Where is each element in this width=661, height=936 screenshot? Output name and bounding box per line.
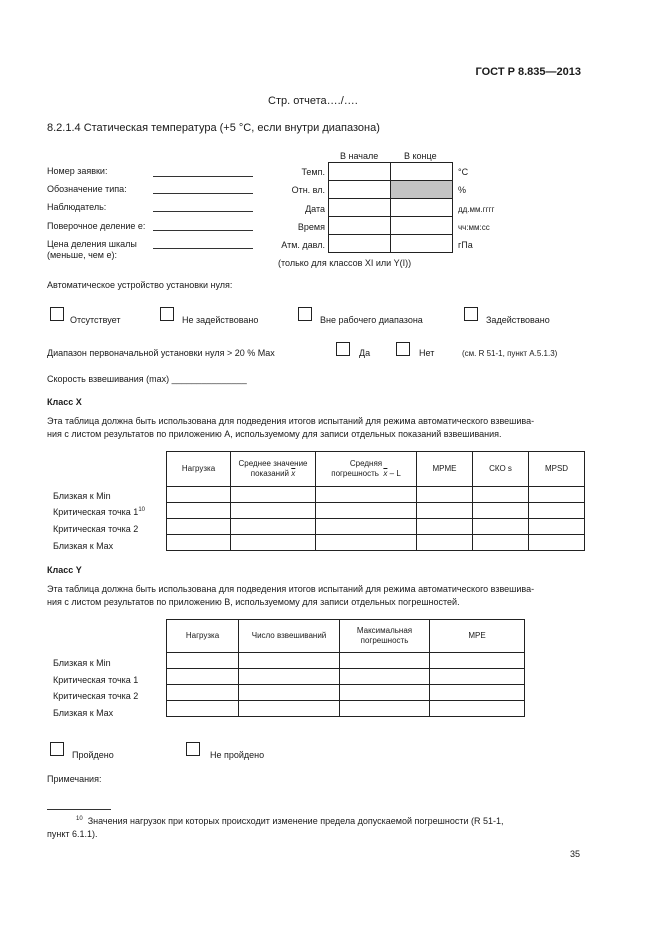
- field-line-scale-interval[interactable]: [153, 248, 253, 249]
- field-label-observer: Наблюдатель:: [47, 202, 107, 212]
- cond-cell[interactable]: [329, 235, 391, 253]
- class-y-table: [166, 619, 525, 717]
- conditions-col-start: В начале: [340, 151, 379, 161]
- class-y-header-count: Число взвешиваний: [239, 620, 340, 653]
- auto-zero-option: Задействовано: [486, 315, 550, 325]
- class-x-cell[interactable]: [316, 503, 417, 519]
- conditions-row-label: Атм. давл.: [281, 240, 325, 250]
- cond-cell[interactable]: [329, 163, 391, 181]
- class-x-header-load: Нагрузка: [167, 452, 231, 487]
- initial-zero-yes-checkbox[interactable]: [336, 342, 350, 356]
- class-x-cell[interactable]: [167, 519, 231, 535]
- class-y-title: Класс Y: [47, 565, 82, 575]
- standard-code: ГОСТ Р 8.835—2013: [475, 66, 581, 78]
- cond-cell[interactable]: [329, 199, 391, 217]
- footnote-mark: 10: [76, 816, 83, 822]
- class-x-cell[interactable]: [316, 487, 417, 503]
- conditions-note: (только для классов XI или Y(I)): [278, 258, 412, 268]
- field-line-request-number[interactable]: [153, 176, 253, 177]
- class-x-header-mpsd: MPSD: [529, 452, 585, 487]
- class-x-cell[interactable]: [529, 503, 585, 519]
- class-x-row-label: Близкая к Min: [53, 491, 111, 501]
- initial-zero-ref: (см. R 51-1, пункт A.5.1.3): [462, 349, 558, 358]
- class-y-desc: Эта таблица должна быть использована для подведения итогов испытаний для режима автоматического взвешива-: [47, 584, 535, 594]
- class-y-cell[interactable]: [239, 701, 340, 717]
- class-y-desc: ния с листом результатов по приложению B, используемому для записи отдельных погрешностей.: [47, 597, 460, 607]
- initial-zero-yes-label: Да: [359, 348, 371, 358]
- report-page-label: Стр. отчета…./….: [268, 95, 358, 107]
- class-x-cell[interactable]: [417, 519, 473, 535]
- class-y-cell[interactable]: [239, 669, 340, 685]
- auto-zero-checkbox-absent[interactable]: [50, 307, 64, 321]
- auto-zero-checkbox-out-of-range[interactable]: [298, 307, 312, 321]
- class-x-header-mpme: MPME: [417, 452, 473, 487]
- auto-zero-option: Отсутствует: [70, 315, 121, 325]
- conditions-row-label: Дата: [305, 204, 325, 214]
- field-line-type[interactable]: [153, 193, 253, 194]
- conditions-unit: °С: [458, 167, 469, 177]
- class-x-cell[interactable]: [316, 535, 417, 551]
- conditions-unit: %: [458, 185, 467, 195]
- class-x-cell[interactable]: [231, 487, 316, 503]
- conditions-unit: дд.мм.гггг: [458, 205, 495, 214]
- class-x-header-mean: Среднее значение показаний $\overline{x}$: [231, 452, 316, 487]
- class-x-cell[interactable]: [473, 519, 529, 535]
- cond-cell[interactable]: [391, 163, 453, 181]
- class-y-header-load: Нагрузка: [167, 620, 239, 653]
- class-y-cell[interactable]: [167, 653, 239, 669]
- field-label-scale-interval-note: (меньше, чем e):: [47, 250, 117, 260]
- cond-cell[interactable]: [391, 235, 453, 253]
- conditions-row-label: Время: [297, 222, 325, 232]
- class-x-row-label: Критическая точка 2: [53, 524, 139, 534]
- class-x-cell[interactable]: [167, 503, 231, 519]
- class-y-cell[interactable]: [340, 669, 430, 685]
- class-x-cell[interactable]: [529, 535, 585, 551]
- class-x-cell[interactable]: [529, 519, 585, 535]
- initial-zero-no-label: Нет: [419, 348, 435, 358]
- class-y-cell[interactable]: [430, 701, 525, 717]
- class-y-header-mpe: MPE: [430, 620, 525, 653]
- class-x-title: Класс X: [47, 397, 82, 407]
- class-x-header-mean-error: Средняя погрешность $\overline{x}$ – L: [316, 452, 417, 487]
- section-title: 8.2.1.4 Статическая температура (+5 °С, если внутри диапазона): [47, 122, 380, 134]
- auto-zero-option: Вне рабочего диапазона: [320, 315, 423, 325]
- class-y-cell[interactable]: [167, 685, 239, 701]
- field-label-type: Обозначение типа:: [47, 184, 127, 194]
- class-x-cell[interactable]: [417, 487, 473, 503]
- conditions-row-label: Отн. вл.: [291, 185, 325, 195]
- class-y-cell[interactable]: [239, 653, 340, 669]
- page-number: 35: [570, 849, 581, 859]
- class-x-desc: ния с листом результатов по приложению А, используемому для записи отдельных показаний взвешивания.: [47, 429, 502, 439]
- cond-cell[interactable]: [391, 199, 453, 217]
- field-label-request-number: Номер заявки:: [47, 166, 108, 176]
- class-x-cell[interactable]: [231, 535, 316, 551]
- notes-label: Примечания:: [47, 774, 102, 784]
- passed-checkbox[interactable]: [50, 742, 64, 756]
- auto-zero-checkbox-used[interactable]: [464, 307, 478, 321]
- class-y-cell[interactable]: [430, 669, 525, 685]
- class-y-row-label: Критическая точка 1: [53, 675, 139, 685]
- class-y-row-label: Близкая к Min: [53, 658, 111, 668]
- class-y-cell[interactable]: [430, 653, 525, 669]
- conditions-unit: гПа: [458, 240, 473, 250]
- weighing-speed-label: Скорость взвешивания (max) _______________: [47, 374, 247, 384]
- class-x-cell[interactable]: [417, 535, 473, 551]
- class-y-cell[interactable]: [340, 653, 430, 669]
- conditions-row-label: Темп.: [301, 167, 325, 177]
- class-x-cell[interactable]: [473, 503, 529, 519]
- field-line-verification-interval[interactable]: [153, 230, 253, 231]
- failed-checkbox[interactable]: [186, 742, 200, 756]
- cond-cell-disabled: [391, 181, 453, 199]
- failed-label: Не пройдено: [210, 750, 265, 760]
- class-x-header-sko: СКО s: [473, 452, 529, 487]
- class-x-cell[interactable]: [167, 535, 231, 551]
- class-y-row-label: Критическая точка 2: [53, 691, 139, 701]
- class-x-row-label: Близкая к Max: [53, 541, 114, 551]
- class-y-header-max-error: Максимальная погрешность: [340, 620, 430, 653]
- auto-zero-checkbox-not-used[interactable]: [160, 307, 174, 321]
- field-label-verification-interval: Поверочное деление e:: [47, 221, 146, 231]
- class-x-cell[interactable]: [231, 519, 316, 535]
- class-x-cell[interactable]: [167, 487, 231, 503]
- conditions-col-end: В конце: [404, 151, 437, 161]
- cond-cell[interactable]: [329, 181, 391, 199]
- class-x-cell[interactable]: [231, 503, 316, 519]
- class-x-cell[interactable]: [473, 487, 529, 503]
- footnote-separator: [47, 809, 111, 810]
- class-y-row-label: Близкая к Max: [53, 708, 114, 718]
- passed-label: Пройдено: [72, 750, 114, 760]
- class-y-cell[interactable]: [167, 701, 239, 717]
- class-y-cell[interactable]: [340, 701, 430, 717]
- footnote-ref: 10: [138, 507, 145, 513]
- field-label-scale-interval: Цена деления шкалы: [47, 239, 137, 249]
- cond-cell[interactable]: [329, 217, 391, 235]
- class-x-desc: Эта таблица должна быть использована для подведения итогов испытаний для режима автоматического взвешива-: [47, 416, 535, 426]
- auto-zero-option: Не задействовано: [182, 315, 259, 325]
- class-y-cell[interactable]: [430, 685, 525, 701]
- class-x-table: [166, 451, 585, 551]
- footnote-text: $^{10}$ Значения нагрузок при которых происходит изменение предела допускаемой погрешности (R 51-1,: [76, 816, 504, 826]
- class-x-cell[interactable]: [473, 535, 529, 551]
- cond-cell[interactable]: [391, 217, 453, 235]
- footnote-text-continued: пункт 6.1.1).: [47, 829, 98, 839]
- class-y-cell[interactable]: [239, 685, 340, 701]
- class-x-row-label: Критическая точка $1^{10}$: [53, 507, 145, 517]
- initial-zero-no-checkbox[interactable]: [396, 342, 410, 356]
- class-x-cell[interactable]: [417, 503, 473, 519]
- class-x-cell[interactable]: [316, 519, 417, 535]
- field-line-observer[interactable]: [153, 211, 253, 212]
- conditions-unit: чч:мм:сс: [458, 223, 490, 232]
- class-x-cell[interactable]: [529, 487, 585, 503]
- class-y-cell[interactable]: [167, 669, 239, 685]
- auto-zero-label: Автоматическое устройство установки нуля:: [47, 280, 233, 290]
- conditions-table: [328, 162, 453, 253]
- class-y-cell[interactable]: [340, 685, 430, 701]
- initial-zero-label: Диапазон первоначальной установки нуля > 20 % Max: [47, 348, 275, 358]
